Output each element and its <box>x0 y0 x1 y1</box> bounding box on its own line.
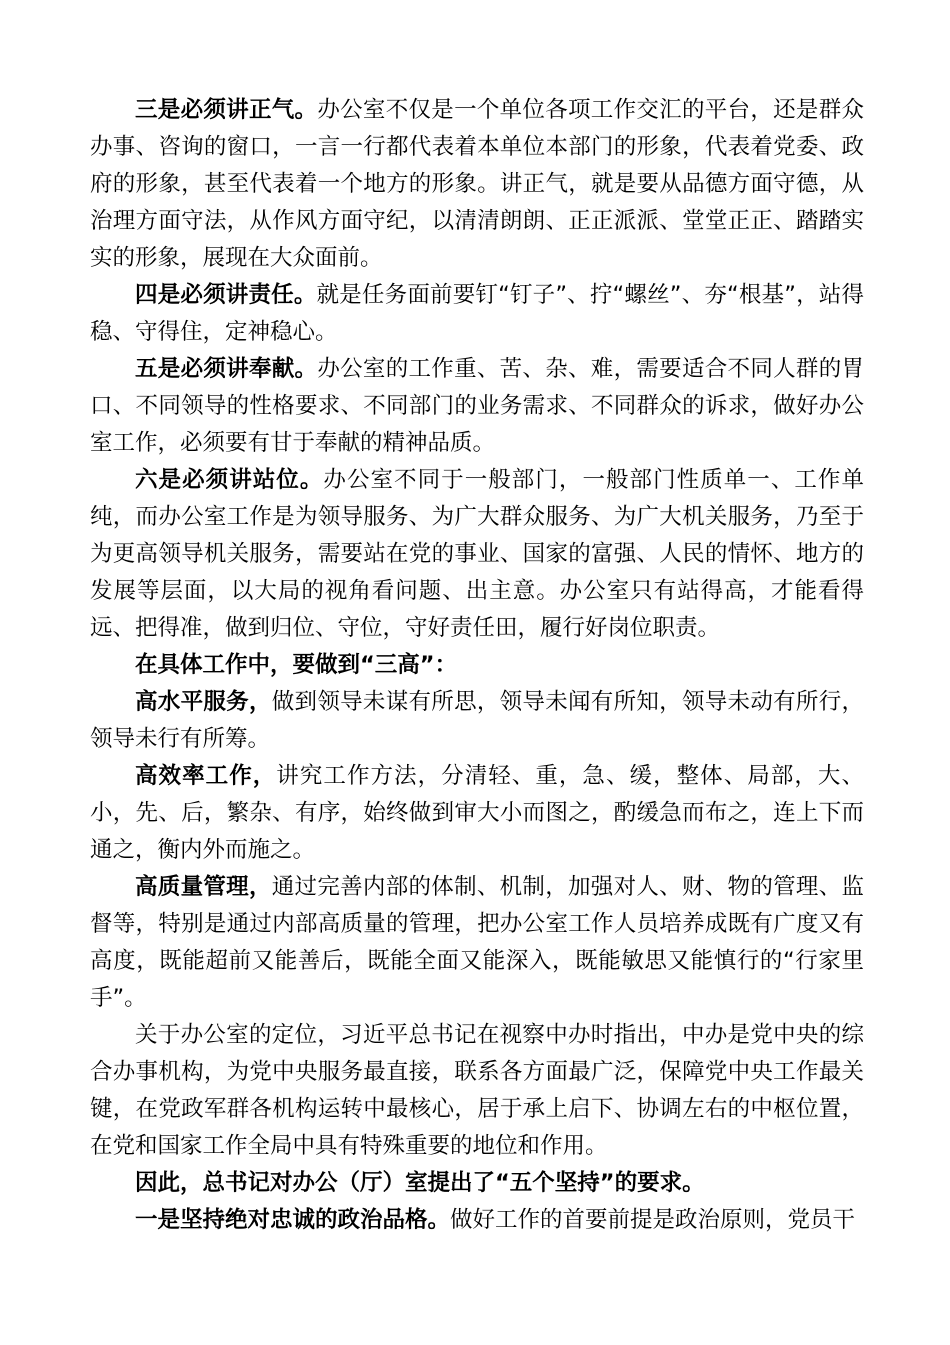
paragraph-text: 办公室不仅是一个单位各项工作交汇的平台，还是群众办事、咨询的窗口，一言一行都代表着本单位本部门的形象，代表着党委、政府的形象，甚至代表着一个地方的形象。讲正气，就是要从品德方面守德，从治理方面守法，从作风方面守纪，以清清朗朗、正正派派、堂堂正正、踏踏实实的形象，展现在大众面前。 <box>90 97 864 271</box>
paragraph-lead: 高水平服务， <box>135 689 272 715</box>
paragraph-lead: 高效率工作， <box>135 763 277 789</box>
paragraph-text: 做到领导未谋有所思，领导未闻有所知，领导未动有所行，领导未行有所筹。 <box>90 689 864 752</box>
paragraph-text: 讲究工作方法，分清轻、重，急、缓，整体、局部，大、小，先、后，繁杂、有序，始终做到审大小而图之，酌缓急而布之，连上下而通之，衡内外而施之。 <box>90 763 864 863</box>
paragraph-text: 办公室不同于一般部门，一般部门性质单一、工作单纯，而办公室工作是为领导服务、为广大群众服务、为广大机关服务，乃至于为更高领导机关服务，需要站在党的事业、国家的富强、人民的情怀、地方的发展等层面，以大局的视角看问题、出主意。办公室只有站得高，才能看得远、把得准，做到归位、守位，守好责任田，履行好岗位职责。 <box>90 467 864 641</box>
paragraph-gaozhiliang <box>90 869 864 1017</box>
paragraph-text: 做好工作的首要前提是政治原则，党员干 <box>450 1207 856 1233</box>
document-body <box>90 92 864 1239</box>
paragraph-lead: 三是必须讲正气。 <box>135 97 318 123</box>
paragraph-lead: 一是坚持绝对忠诚的政治品格。 <box>135 1207 451 1233</box>
paragraph-lead: 四是必须讲责任。 <box>135 282 317 308</box>
paragraph-zeren <box>90 277 864 351</box>
paragraph-zhengqi <box>90 92 864 277</box>
paragraph-lead: 六是必须讲站位。 <box>135 467 324 493</box>
paragraph-fengxian <box>90 351 864 462</box>
section-heading-sangao: 在具体工作中，要做到“三高”： <box>135 652 458 678</box>
paragraph-lead: 高质量管理， <box>135 874 272 900</box>
paragraph-zhanwei <box>90 462 864 647</box>
paragraph-text: 就是任务面前要钉“钉子”、拧“螺丝”、夯“根基”，站得稳、守得住，定神稳心。 <box>90 282 864 345</box>
section-heading-wuge-jianchi: 因此，总书记对办公（厅）室提出了“五个坚持”的要求。 <box>135 1170 705 1196</box>
paragraph-text: 办公室的工作重、苦、杂、难，需要适合不同人群的胃口、不同领导的性格要求、不同部门的业务需求、不同群众的诉求，做好办公室工作，必须要有甘于奉献的精神品质。 <box>90 356 864 456</box>
paragraph-lead: 五是必须讲奉献。 <box>135 356 318 382</box>
paragraph-gaoshuiping <box>90 684 864 758</box>
paragraph-zhongcheng <box>90 1202 864 1239</box>
paragraph-gaoxiaolv <box>90 758 864 869</box>
paragraph-text: 通过完善内部的体制、机制，加强对人、财、物的管理、监督等，特别是通过内部高质量的管理，把办公室工作人员培养成既有广度又有高度，既能超前又能善后，既能全面又能深入，既能敏思又能慎行的“行家里手”。 <box>90 874 864 1011</box>
paragraph-dingwei <box>90 1017 864 1165</box>
paragraph-text: 关于办公室的定位，习近平总书记在视察中办时指出，中办是党中央的综合办事机构，为党中央服务最直接，联系各方面最广泛，保障党中央工作最关键，在党政军群各机构运转中最核心，居于承上启下、协调左右的中枢位置，在党和国家工作全局中具有特殊重要的地位和作用。 <box>90 1022 864 1159</box>
